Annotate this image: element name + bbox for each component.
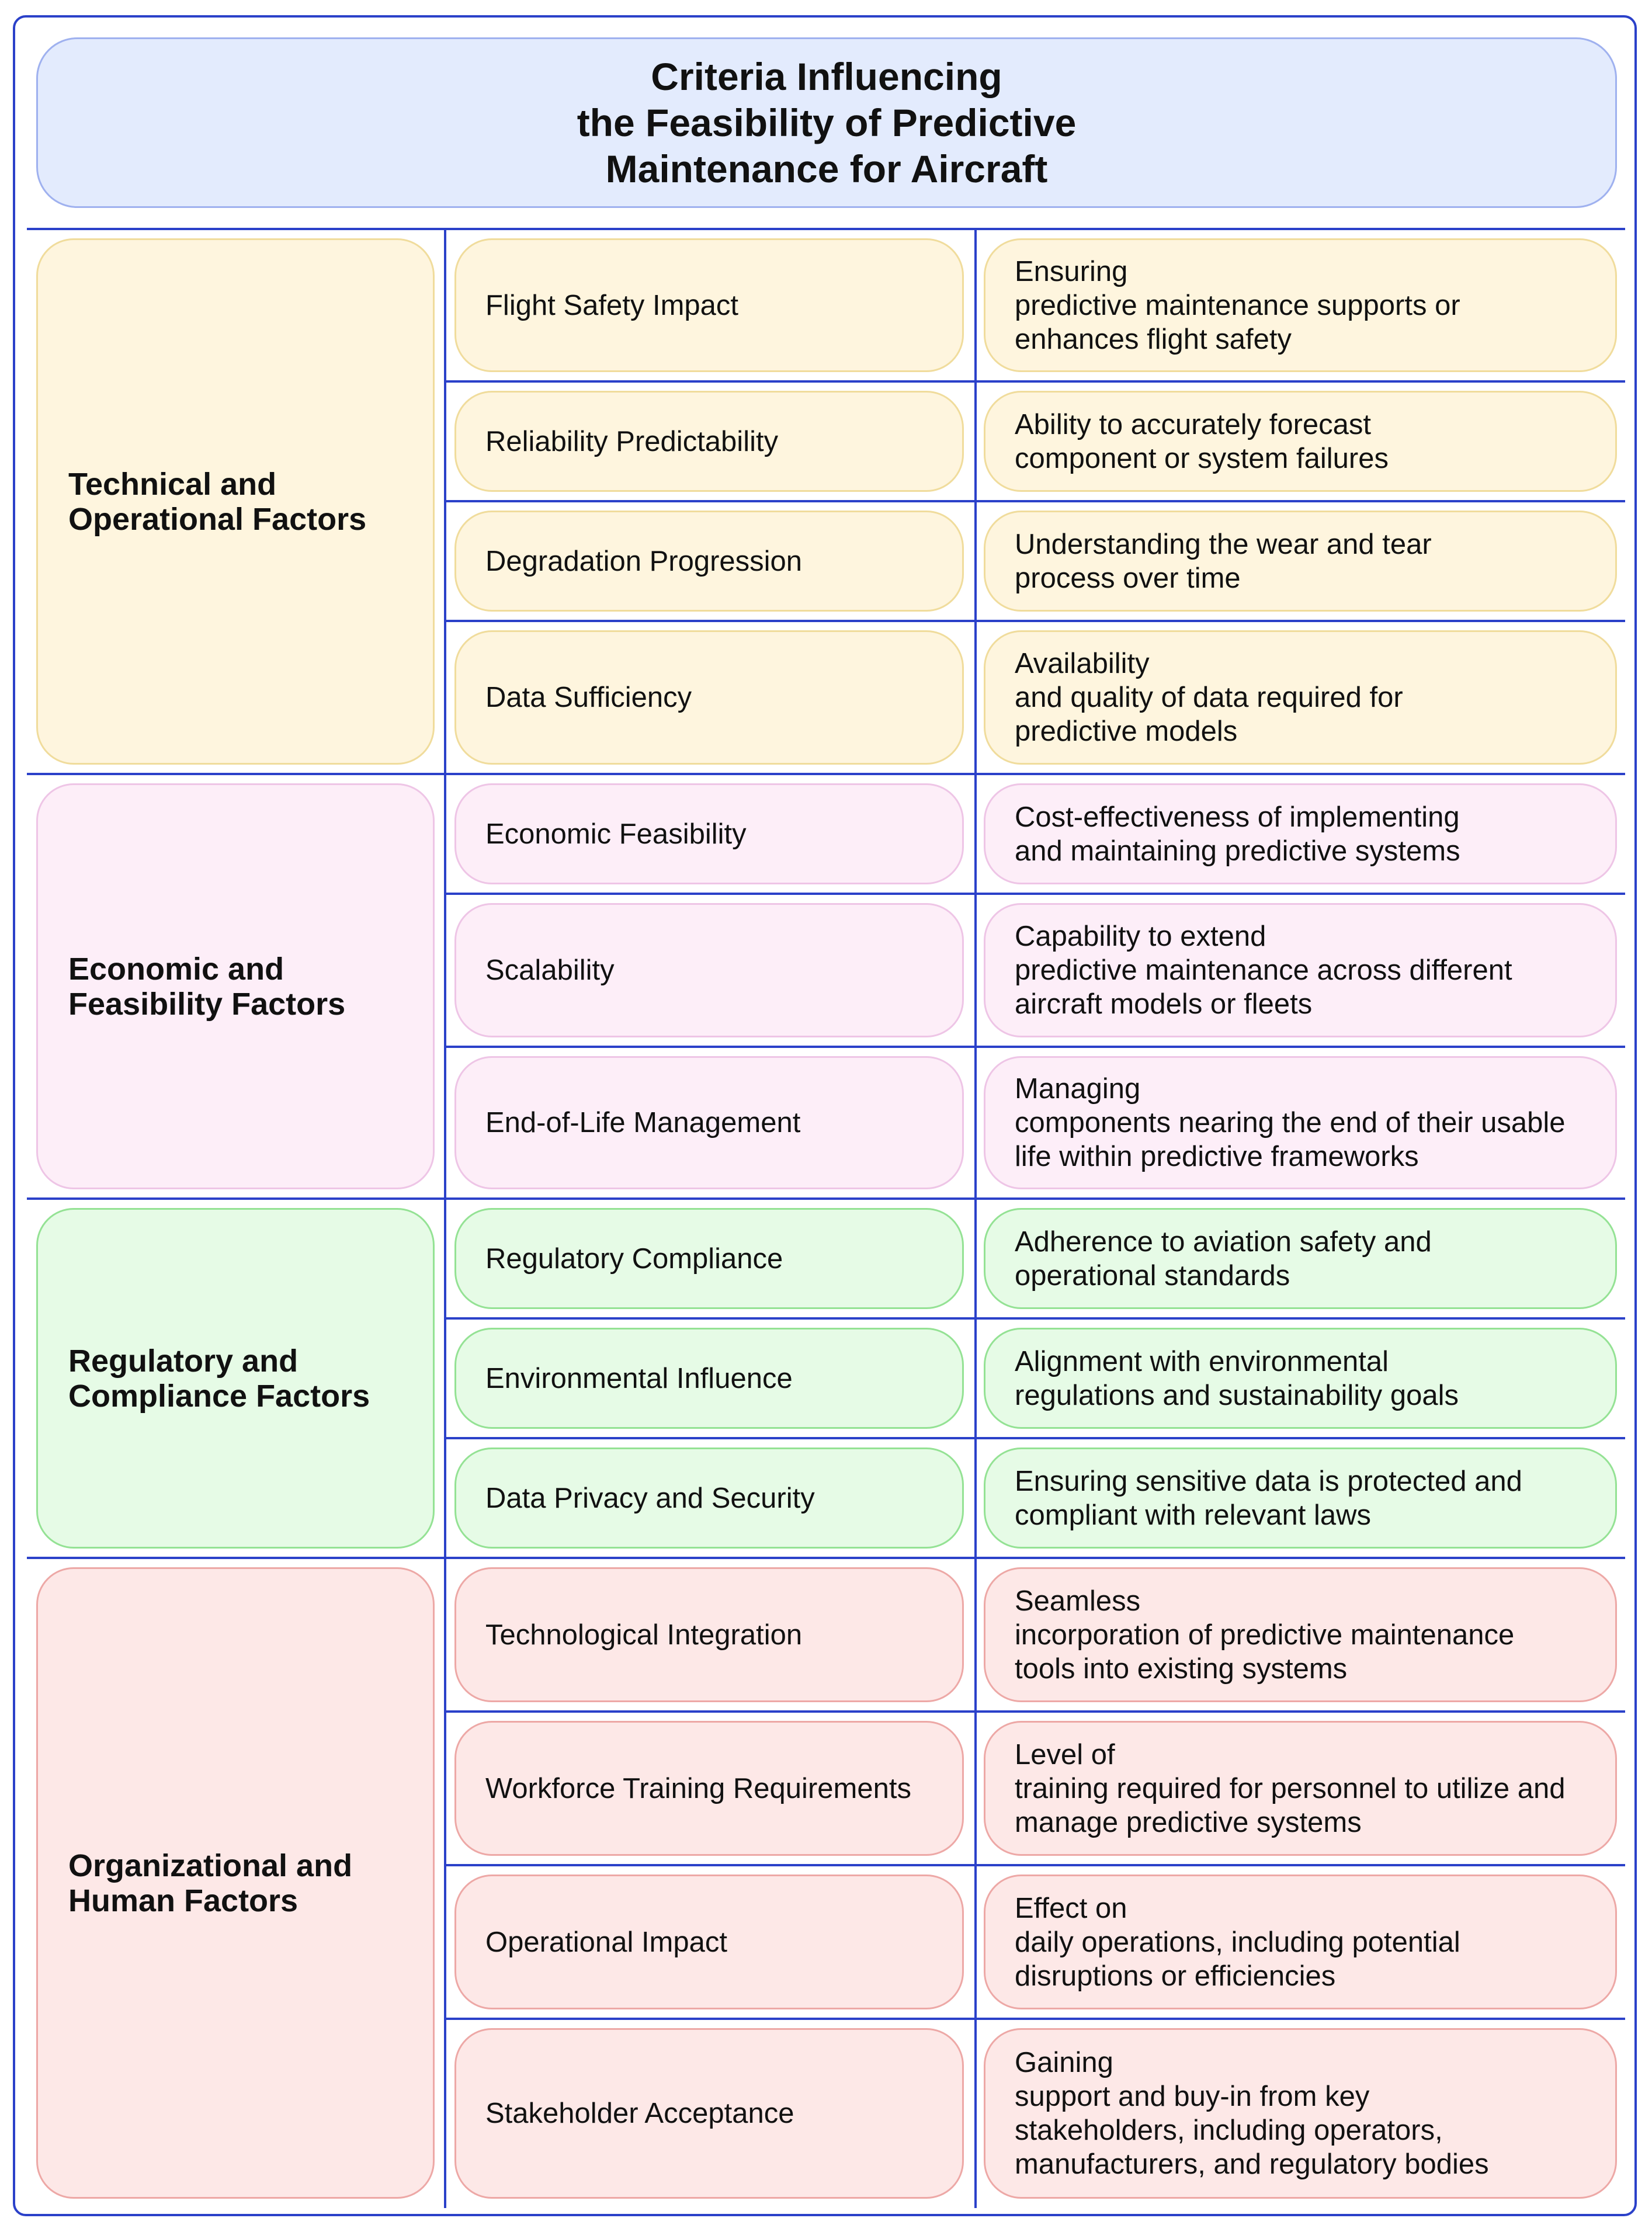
criterion-description: Gaining support and buy-in from key stakeholders, including operators, manufacturers, and regulatory bodies xyxy=(1015,2047,1489,2180)
description-box xyxy=(984,1721,1617,1856)
description-box xyxy=(984,903,1617,1037)
criterion-description: Adherence to aviation safety and operational standards xyxy=(1015,1226,1432,1292)
criterion-box xyxy=(454,1328,964,1429)
category-label: Technical and Operational Factors xyxy=(68,466,367,537)
criterion-box xyxy=(454,1208,964,1309)
description-box xyxy=(984,391,1617,492)
description-box xyxy=(984,238,1617,372)
criterion-box xyxy=(454,2028,964,2199)
description-box xyxy=(984,1447,1617,1549)
criterion-description: Capability to extend predictive maintenance across different aircraft models or fleets xyxy=(1015,921,1512,1020)
column-separator xyxy=(444,229,446,2208)
criterion-description: Ensuring predictive maintenance supports or enhances flight safety xyxy=(1015,255,1460,355)
group-separator xyxy=(27,228,1625,230)
diagram-title: Criteria Influencing the Feasibility of Predictive Maintenance for Aircraft xyxy=(36,37,1617,208)
criterion-description: Level of training required for personnel to utilize and manage predictive systems xyxy=(1015,1738,1566,1838)
category-label: Economic and Feasibility Factors xyxy=(68,951,346,1022)
criterion-name: Data Privacy and Security xyxy=(485,1482,815,1514)
row-separator xyxy=(444,1710,1625,1713)
criterion-box xyxy=(454,391,964,492)
criterion-name: Economic Feasibility xyxy=(485,818,747,850)
criterion-description: Effect on daily operations, including potential disruptions or efficiencies xyxy=(1015,1892,1460,1992)
criterion-name: Data Sufficiency xyxy=(485,682,692,713)
criterion-description: Understanding the wear and tear process over time xyxy=(1015,528,1432,594)
description-box xyxy=(984,1328,1617,1429)
category-box xyxy=(36,1208,435,1549)
criterion-name: Environmental Influence xyxy=(485,1362,793,1394)
criterion-box xyxy=(454,1447,964,1549)
criterion-description: Availability and quality of data required for predictive models xyxy=(1015,648,1403,747)
row-separator xyxy=(444,2018,1625,2020)
category-label: Regulatory and Compliance Factors xyxy=(68,1343,370,1414)
criterion-box xyxy=(454,783,964,884)
column-separator xyxy=(974,229,977,2208)
description-box xyxy=(984,1875,1617,2009)
group-separator xyxy=(27,1197,1625,1200)
criterion-description: Alignment with environmental regulations and sustainability goals xyxy=(1015,1345,1459,1411)
description-box xyxy=(984,783,1617,884)
criterion-name: Scalability xyxy=(485,954,615,986)
criterion-box xyxy=(454,903,964,1037)
criterion-box xyxy=(454,1056,964,1189)
description-box xyxy=(984,2028,1617,2199)
criterion-description: Managing components nearing the end of their usable life within predictive frameworks xyxy=(1015,1073,1566,1172)
criterion-name: Operational Impact xyxy=(485,1926,727,1958)
criterion-name: Stakeholder Acceptance xyxy=(485,2098,794,2129)
row-separator xyxy=(444,500,1625,502)
category-box xyxy=(36,238,435,765)
row-separator xyxy=(444,620,1625,622)
row-separator xyxy=(444,380,1625,383)
criterion-box xyxy=(454,1567,964,1702)
row-separator xyxy=(444,893,1625,895)
group-separator xyxy=(27,773,1625,775)
row-separator xyxy=(444,1437,1625,1439)
criterion-box xyxy=(454,630,964,765)
category-box xyxy=(36,1567,435,2199)
criterion-box xyxy=(454,511,964,612)
row-separator xyxy=(444,1864,1625,1866)
description-box xyxy=(984,1056,1617,1189)
group-separator xyxy=(27,1557,1625,1559)
criterion-name: Workforce Training Requirements xyxy=(485,1772,911,1804)
criterion-description: Cost-effectiveness of implementing and maintaining predictive systems xyxy=(1015,801,1460,867)
description-box xyxy=(984,1567,1617,1702)
criterion-name: End-of-Life Management xyxy=(485,1107,801,1138)
criterion-name: Regulatory Compliance xyxy=(485,1242,783,1275)
criterion-description: Ensuring sensitive data is protected and compliant with relevant laws xyxy=(1015,1465,1522,1531)
criterion-name: Degradation Progression xyxy=(485,545,803,577)
criterion-box xyxy=(454,1721,964,1856)
row-separator xyxy=(444,1317,1625,1320)
category-box xyxy=(36,783,435,1189)
criterion-box xyxy=(454,238,964,372)
description-box xyxy=(984,1208,1617,1309)
criterion-name: Technological Integration xyxy=(485,1619,803,1651)
description-box xyxy=(984,630,1617,765)
criterion-description: Seamless incorporation of predictive maintenance tools into existing systems xyxy=(1015,1585,1515,1685)
criterion-name: Reliability Predictability xyxy=(485,425,779,457)
row-separator xyxy=(444,1046,1625,1048)
criterion-box xyxy=(454,1875,964,2009)
description-box xyxy=(984,511,1617,612)
category-label: Organizational and Human Factors xyxy=(68,1848,353,1918)
criterion-description: Ability to accurately forecast component or system failures xyxy=(1015,408,1389,474)
criterion-name: Flight Safety Impact xyxy=(485,289,739,321)
